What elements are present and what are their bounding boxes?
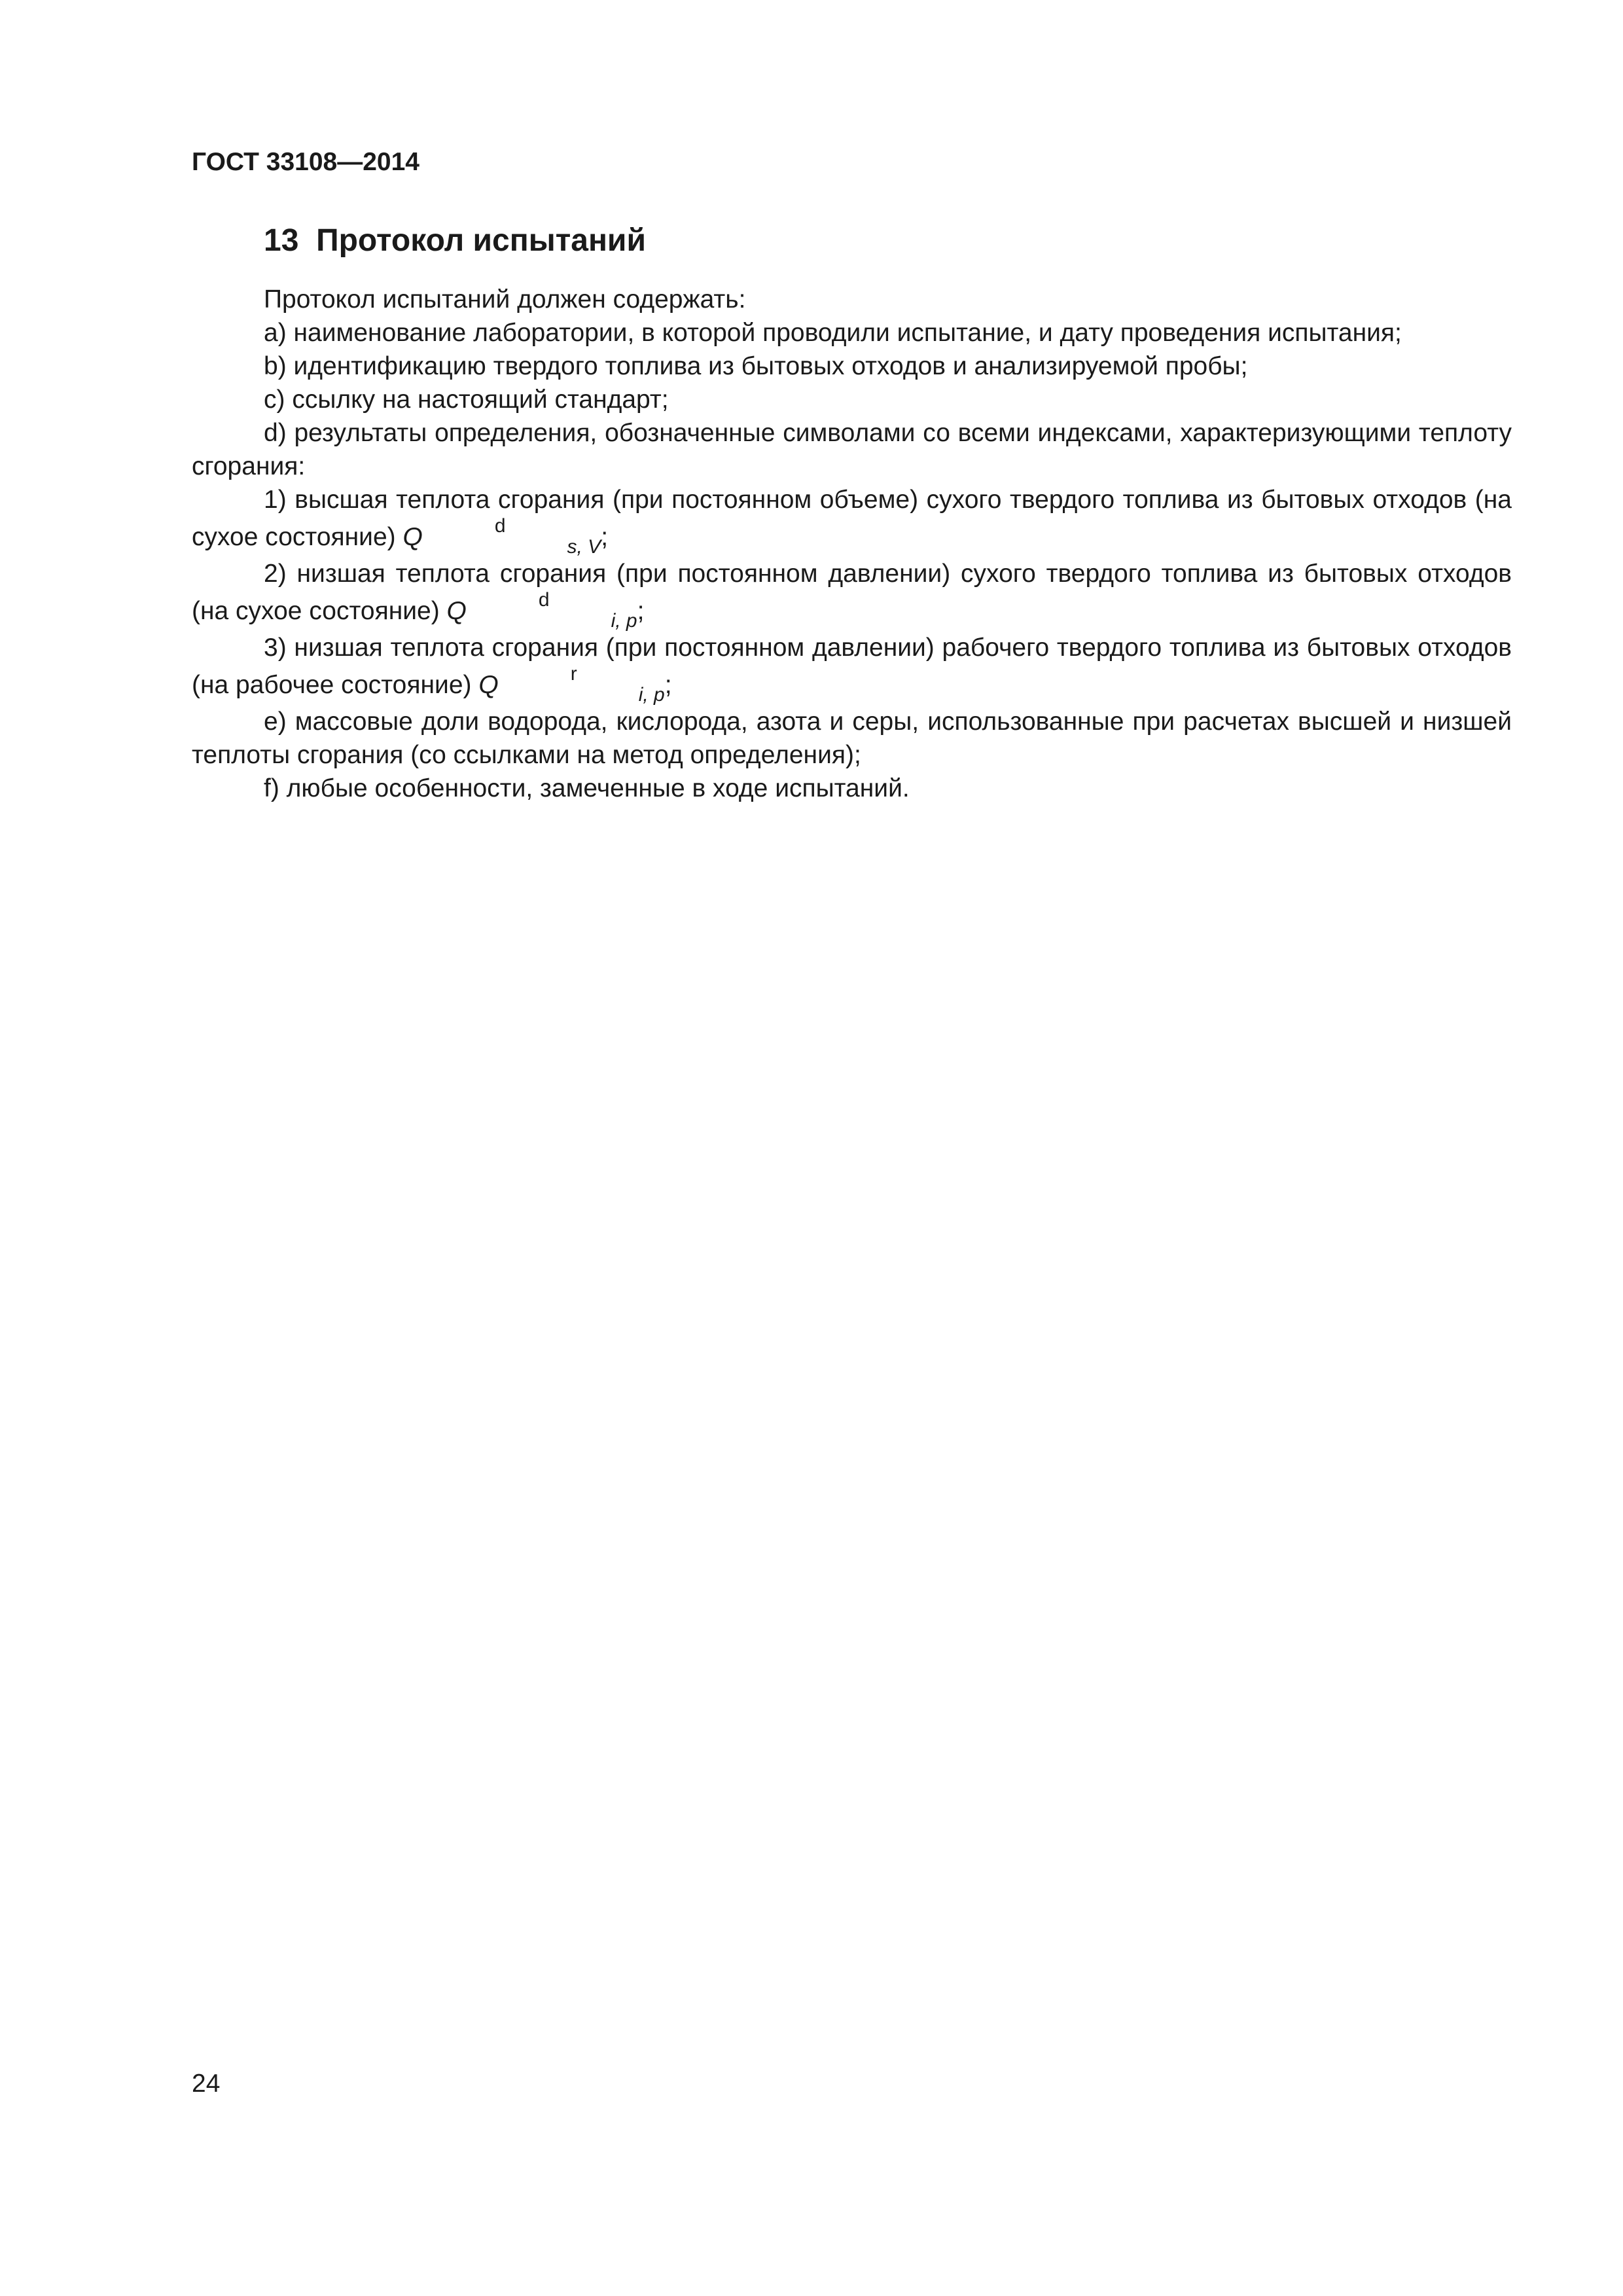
list-item-d3: 3) низшая теплота сгорания (при постоянном давлении) рабочего твердого топлива из бытовых отходов (на рабочее состояние) Q ri, p;	[192, 634, 1512, 706]
list-item-d1: 1) высшая теплота сгорания (при постоянном объеме) сухого твердого топлива из бытовых отходов (на сухое состояние) Q ds, V;	[192, 486, 1512, 558]
document-header: ГОСТ 33108—2014	[192, 148, 419, 176]
list-item-b: b) идентификацию твердого топлива из бытовых отходов и анализируемой пробы;	[264, 352, 1248, 380]
list-item-d2: 2) низшая теплота сгорания (при постоянном давлении) сухого твердого топлива из бытовых отходов (на сухое состояние) Q di, p;	[192, 560, 1512, 632]
list-item-d: d) результаты определения, обозначенные символами со всеми индексами, характеризующими теплоту сгорания:	[192, 419, 1512, 480]
list-item-d3-text: 3) низшая теплота сгорания (при постоянном давлении) рабочего твердого топлива из бытовых отходов (на рабочее состояние)	[192, 634, 1512, 699]
section-body	[192, 283, 1512, 805]
page-number: 24	[192, 2070, 221, 2098]
list-item-d1-text: 1) высшая теплота сгорания (при постоянном объеме) сухого твердого топлива из бытовых отходов (на сухое состояние)	[192, 486, 1512, 551]
list-item-c: c) ссылку на настоящий стандарт;	[264, 386, 669, 414]
list-item-d2-text: 2) низшая теплота сгорания (при постоянном давлении) сухого твердого топлива из бытовых отходов (на сухое состояние)	[192, 560, 1512, 625]
intro-paragraph: Протокол испытаний должен содержать:	[264, 285, 746, 314]
section-title: 13 Протокол испытаний	[264, 223, 646, 258]
list-item-f: f) любые особенности, замеченные в ходе испытаний.	[264, 774, 910, 802]
list-item-e: e) массовые доли водорода, кислорода, азота и серы, использованные при расчетах высшей и низшей теплоты сгорания (со ссылками на метод определения);	[192, 708, 1512, 769]
list-item-a: a) наименование лаборатории, в которой проводили испытание, и дату проведения испытания;	[264, 319, 1402, 347]
formula-net-calorific-as-received: Q ri, p	[478, 663, 665, 706]
formula-gross-calorific-dry: Q ds, V	[402, 515, 601, 558]
formula-net-calorific-dry: Q di, p	[446, 589, 637, 632]
